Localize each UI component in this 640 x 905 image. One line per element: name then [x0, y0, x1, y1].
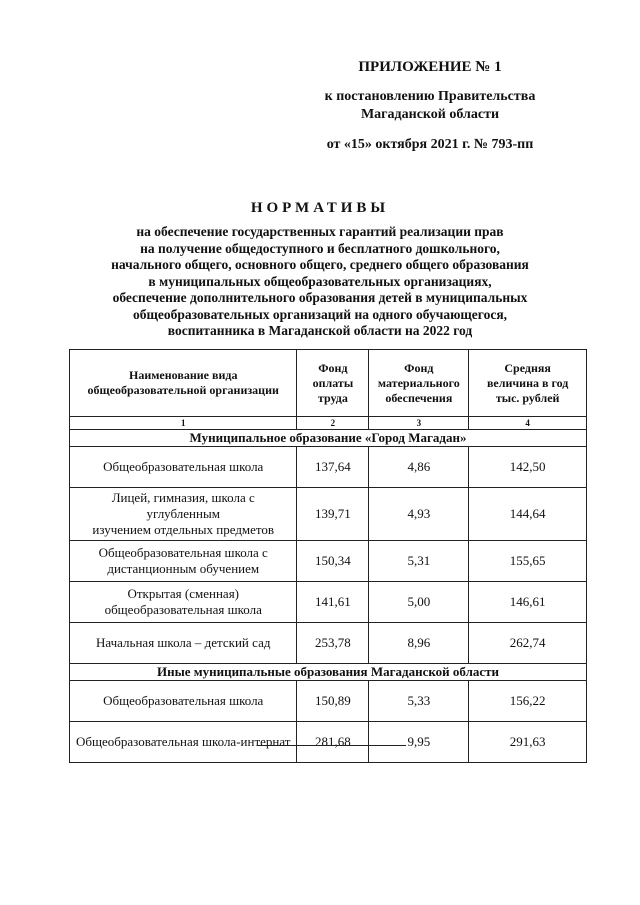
section-title: Муниципальное образование «Город Магадан» — [70, 430, 587, 447]
average-cell: 291,63 — [469, 722, 587, 763]
section-row — [70, 664, 587, 681]
material-fund-cell: 5,00 — [369, 582, 469, 623]
org-type-cell: Лицей, гимназия, школа с углубленным изучением отдельных предметов — [70, 488, 297, 541]
subtitle-line: общеобразовательных организаций на одного обучающегося, — [132, 306, 508, 322]
section-title: Иные муниципальные образования Магаданской области — [70, 664, 587, 681]
wage-fund-cell: 137,64 — [297, 447, 369, 488]
material-fund-cell: 5,31 — [369, 541, 469, 582]
subtitle-line: на получение общедоступного и бесплатного дошкольного, — [140, 240, 500, 256]
subtitle-line: обеспечение дополнительного образования детей в муниципальных — [112, 290, 528, 305]
appendix-line-3: от «15» октября 2021 г. № 793-пп — [326, 137, 534, 152]
table-row — [70, 722, 587, 763]
org-type-cell: Открытая (сменная) общеобразовательная школа — [70, 582, 297, 623]
document-title: НОРМАТИВЫ — [250, 200, 390, 216]
subtitle-line: в муниципальных общеобразовательных организациях, — [148, 273, 492, 289]
header-material-fund: Фонд материального обеспечения — [369, 350, 469, 417]
wage-fund-cell: 253,78 — [297, 623, 369, 664]
header-wage-fund: Фонд оплаты труда — [297, 350, 369, 417]
appendix-line-2: Магаданской области — [360, 107, 500, 122]
appendix-number: ПРИЛОЖЕНИЕ № 1 — [358, 59, 502, 75]
table-row — [70, 582, 587, 623]
table-row — [70, 681, 587, 722]
average-cell: 146,61 — [469, 582, 587, 623]
column-index: 3 — [369, 417, 469, 430]
column-index: 1 — [70, 417, 297, 430]
org-type-cell: Общеобразовательная школа — [70, 681, 297, 722]
average-cell: 262,74 — [469, 623, 587, 664]
material-fund-cell: 9,95 — [369, 722, 469, 763]
subtitle-line: начального общего, основного общего, среднего общего образования — [111, 257, 529, 272]
subtitle-line: на обеспечение государственных гарантий реализации прав — [136, 224, 504, 239]
average-cell: 144,64 — [469, 488, 587, 541]
appendix-header — [300, 58, 560, 154]
org-type-cell: Общеобразовательная школа-интернат — [70, 722, 297, 763]
org-type-cell: Общеобразовательная школа с дистанционным обучением — [70, 541, 297, 582]
wage-fund-cell: 150,89 — [297, 681, 369, 722]
column-index-row — [70, 417, 587, 430]
table-row — [70, 488, 587, 541]
wage-fund-cell: 139,71 — [297, 488, 369, 541]
header-average: Средняя величина в год тыс. рублей — [469, 350, 587, 417]
wage-fund-cell: 281,68 — [297, 722, 369, 763]
org-type-cell: Общеобразовательная школа — [70, 447, 297, 488]
wage-fund-cell: 150,34 — [297, 541, 369, 582]
column-index: 2 — [297, 417, 369, 430]
closing-rule — [258, 745, 406, 746]
table-row — [70, 541, 587, 582]
appendix-line-1: к постановлению Правительства — [324, 89, 536, 104]
table-row — [70, 447, 587, 488]
average-cell: 155,65 — [469, 541, 587, 582]
column-index: 4 — [469, 417, 587, 430]
header-org-type: Наименование вида общеобразовательной организации — [70, 350, 297, 417]
section-row — [70, 430, 587, 447]
average-cell: 142,50 — [469, 447, 587, 488]
subtitle-line: воспитанника в Магаданской области на 2022 год — [167, 323, 473, 338]
norms-table — [69, 349, 587, 763]
material-fund-cell: 4,93 — [369, 488, 469, 541]
average-cell: 156,22 — [469, 681, 587, 722]
org-type-cell: Начальная школа – детский сад — [70, 623, 297, 664]
material-fund-cell: 8,96 — [369, 623, 469, 664]
table-row — [70, 623, 587, 664]
wage-fund-cell: 141,61 — [297, 582, 369, 623]
document-subtitle — [60, 224, 580, 340]
material-fund-cell: 5,33 — [369, 681, 469, 722]
material-fund-cell: 4,86 — [369, 447, 469, 488]
table-header-row — [70, 350, 587, 417]
